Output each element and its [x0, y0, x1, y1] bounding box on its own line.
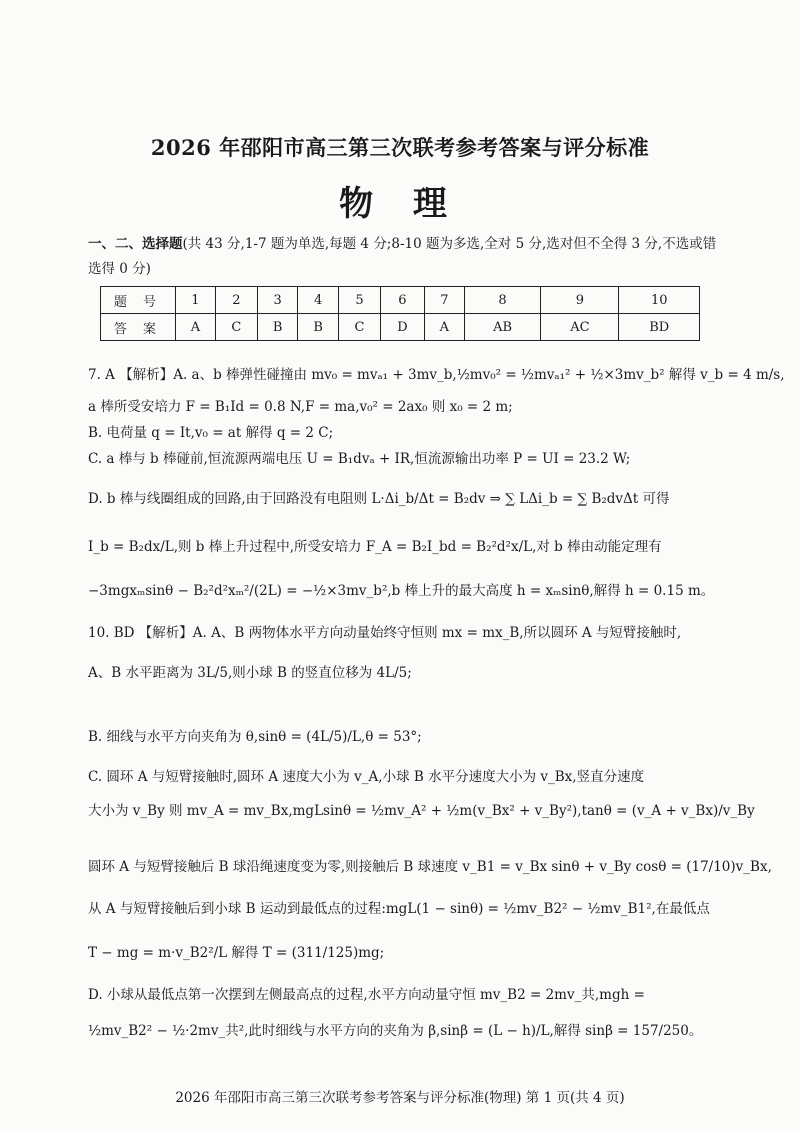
table-row-numbers	[101, 287, 700, 314]
question-number: 3	[257, 287, 298, 314]
answer-cell: D	[381, 314, 425, 341]
question-number: 5	[338, 287, 380, 314]
question-number: 1	[176, 287, 216, 314]
section-heading: 一、二、选择题	[88, 236, 183, 252]
answer-cell: AC	[541, 314, 619, 341]
solution-10-line: B. 细线与水平方向夹角为 θ,sinθ = (4L/5)/L,θ = 53°;	[88, 729, 422, 745]
answer-cell: BD	[619, 314, 700, 341]
solution-10-line: 从 A 与短臂接触后到小球 B 运动到最低点的过程:mgL(1 − sinθ) = ½mv_B2² − ½mv_B1²,在最低点	[88, 901, 710, 917]
solution-10-line: 大小为 v_By 则 mv_A = mv_Bx,mgLsinθ = ½mv_A² + ½m(v_Bx² + v_By²),tanθ = (v_A + v_Bx)/v_By	[88, 803, 755, 819]
question-number: 9	[541, 287, 619, 314]
subject-heading: 物 理	[339, 184, 461, 224]
section-intro	[88, 232, 720, 282]
answer-table	[100, 286, 700, 341]
question-number: 10	[619, 287, 700, 314]
answer-cell: B	[298, 314, 339, 341]
solution-10-line: D. 小球从最低点第一次摆到左侧最高点的过程,水平方向动量守恒 mv_B2 = 2mv_共,mgh =	[88, 987, 645, 1003]
answer-cell: A	[176, 314, 216, 341]
row-label-number: 题 号	[101, 287, 176, 314]
solution-7-line: D. b 棒与线圈组成的回路,由于回路没有电阻则 L·Δi_b/Δt = B₂dv ⇒ ∑ LΔi_b = ∑ B₂dvΔt 可得	[88, 491, 670, 507]
answer-cell: A	[424, 314, 464, 341]
solution-10-line: A、B 水平距离为 3L/5,则小球 B 的竖直位移为 4L/5;	[88, 665, 412, 681]
table-row-answers	[101, 314, 700, 341]
solution-10-line: ½mv_B2² − ½·2mv_共²,此时细线与水平方向的夹角为 β,sinβ = (L − h)/L,解得 sinβ = 157/250。	[88, 1023, 703, 1039]
section-description: (共 43 分,1-7 题为单选,每题 4 分;8-10 题为多选,全对 5 分,选对但不全得 3 分,不选或错选得 0 分)	[88, 236, 717, 277]
answer-cell: B	[257, 314, 298, 341]
solution-10-line: C. 圆环 A 与短臂接触时,圆环 A 速度大小为 v_A,小球 B 水平分速度大小为 v_Bx,竖直分速度	[88, 769, 645, 785]
page-title: 2026 年邵阳市高三第三次联考参考答案与评分标准	[150, 135, 650, 160]
solution-7-line: B. 电荷量 q = It,v₀ = at 解得 q = 2 C;	[88, 425, 334, 441]
answer-cell: AB	[464, 314, 541, 341]
solution-7-line: 7. A 【解析】A. a、b 棒弹性碰撞由 mv₀ = mvₐ₁ + 3mv_b,½mv₀² = ½mvₐ₁² + ½×3mv_b² 解得 v_b = 4 m/s,	[88, 367, 785, 383]
question-number: 6	[381, 287, 425, 314]
solution-10-line: 10. BD 【解析】A. A、B 两物体水平方向动量始终守恒则 mx = mx_B,所以圆环 A 与短臂接触时,	[88, 625, 682, 641]
question-number: 8	[464, 287, 541, 314]
solution-7-line: a 棒所受安培力 F = B₁Id = 0.8 N,F = ma,v₀² = 2ax₀ 则 x₀ = 2 m;	[88, 399, 513, 415]
question-number: 7	[424, 287, 464, 314]
page-footer: 2026 年邵阳市高三第三次联考参考答案与评分标准(物理) 第 1 页(共 4 页)	[175, 1090, 625, 1106]
solution-7-line: −3mgxₘsinθ − B₂²d²xₘ²/(2L) = −½×3mv_b²,b 棒上升的最大高度 h = xₘsinθ,解得 h = 0.15 m。	[88, 583, 715, 599]
answer-cell: C	[215, 314, 257, 341]
solution-7-line: I_b = B₂dx/L,则 b 棒上升过程中,所受安培力 F_A = B₂I_bd = B₂²d²x/L,对 b 棒由动能定理有	[88, 539, 662, 555]
row-label-answer: 答 案	[101, 314, 176, 341]
solution-7-line: C. a 棒与 b 棒碰前,恒流源两端电压 U = B₁dvₐ + IR,恒流源输出功率 P = UI = 23.2 W;	[88, 451, 631, 467]
solution-10-line: 圆环 A 与短臂接触后 B 球沿绳速度变为零,则接触后 B 球速度 v_B1 = v_Bx sinθ + v_By cosθ = (17/10)v_Bx,	[88, 859, 772, 875]
solution-10-line: T − mg = m·v_B2²/L 解得 T = (311/125)mg;	[88, 945, 385, 961]
answer-cell: C	[338, 314, 380, 341]
question-number: 2	[215, 287, 257, 314]
question-number: 4	[298, 287, 339, 314]
